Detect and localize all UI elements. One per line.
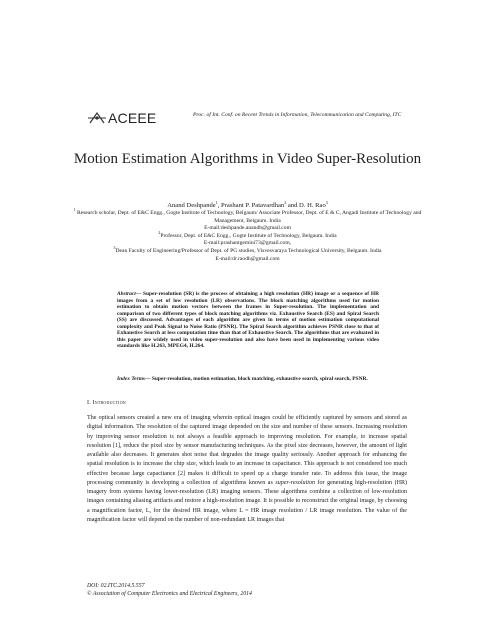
affiliation-mark: 1	[73, 207, 76, 213]
index-terms-text: — Super-resolution, motion estimation, block matching, exhaustive search, spiral search, PSNR.	[145, 376, 368, 382]
affiliation-text: Dean Faculty of Engineering/Professor of Dept. of PG studies, Visvesvaraya Technological University, Belgaum. India	[115, 247, 382, 254]
email-2: E-mail:prashantgemini73@gmail.com,	[203, 240, 292, 247]
affiliation-mark: 2	[158, 229, 161, 235]
paragraph-text: The optical sensors created a new era of imaging wherein optical images could be efficiently captured by sensors and stored as digital information. The resolution of the captured image depended on the size and number of these sensors. Increasing resolution by improving sensor resolution is not always a feasible approach to improving resolution. For example, to increase spatial resolution [1], reduce the pixel size by sensor manufacturing techniques. As the pixel size decreases, however, the amount of light available also decreases. It generates shot noise that degrades the image quality seriously. Another approach for enhancing the spatial resolution is to increase the chip size, which leads to an increase in capacitance. This approach is not considered too much effective because large capacitance [2] makes it difficult to speed up a charge transfer rate. To address this issue, the image processing community is developing a collection of algorithms known as	[87, 415, 407, 486]
aceee-logo	[88, 110, 200, 128]
section-number: I.	[87, 400, 91, 406]
doi: DOI: 02.ITC.2014.5.557	[87, 583, 145, 589]
logo-text: ACEEE	[108, 110, 157, 126]
section-heading	[87, 400, 126, 406]
affiliation-mark: 3	[113, 245, 116, 251]
abstract-label: Abstract	[117, 291, 136, 297]
author-mark: 3	[325, 199, 328, 205]
email-1: E-mail:deshpande.anandb@gmail.com	[204, 225, 291, 232]
author-mark: 2	[284, 199, 287, 205]
author-names: Anand Deshpande$^1$, Prashant P. Patavardhan$^2$ and D. H. Rao$^3$	[167, 199, 328, 209]
paragraph-text: for generating high-resolution (HR) imagery from systems having lower-resolution (LR) imaging sensors. These algorithms combine a collection of low-resolution images containing aliasing artifacts and restore a high-resolution image. It is possible to reconstruct the original image, by choosing a magnification factor, L, for the desired HR image, where L = HR image resolution / LR image resolution. The value of the magnification factor will depend on the number of non-redundant LR images that	[87, 479, 407, 523]
copyright: © Association of Computer Electronics and Electrical Engineers, 2014	[87, 591, 252, 597]
affiliation-3	[60, 245, 435, 256]
authors-block	[60, 201, 435, 263]
paragraph-emphasis: super-resolution	[275, 479, 315, 486]
page-footer	[87, 582, 407, 598]
proceedings-line: Proc. of Int. Conf. on Recent Trends in Information, Telecommunication and Computing, ITC	[193, 112, 402, 118]
affiliation-text: Professor, Dept. of E&C Engg., Gogte Institute of Technology, Belgaum. India	[160, 232, 337, 239]
author-name: D. H. Rao	[299, 202, 326, 209]
affiliation-text: Research scholar, Dept. of E&C Engg., Gogte Institute of Technology, Belgaum/ Associate Professor, Dept. of E & C, Angadi Institute of Technology and Management, Belgaum. India	[77, 210, 422, 224]
introduction-paragraph	[87, 414, 407, 525]
index-terms	[117, 376, 379, 383]
author-name: Anand Deshpande	[167, 202, 216, 209]
affiliation-1	[60, 207, 435, 225]
index-terms-label: Index Terms	[117, 376, 146, 382]
section-title: Introduction	[92, 400, 126, 406]
affiliation-2	[60, 229, 435, 241]
author-mark: 1	[215, 199, 218, 205]
email-3: E-mail:dr.raodh@gmail.com	[215, 255, 280, 262]
abstract-text: — Super-resolution (SR) is the process of obtaining a high resolution (HR) image or a sequence of HR images from a set of low resolution (LR) observations. The block matching algorithms used for motion estimation to obtain motion vectors between the frames in Super-resolution. The implementation and comparison of two different types of block matching algorithms viz. Exhaustive Search (ES) and Spiral Search (SS) are discussed. Advantages of each algorithm are given in terms of motion estimation computational complexity and Peak Signal to Noise Ratio (PSNR). The Spiral Search algorithm achieves PSNR close to that of Exhaustive Search at less computation time than that of Exhaustive Search. The algorithms that are evaluated in this paper are widely used in video super-resolution and also have been used in implementing various video standards like H.263, MPEG4, H.264.	[117, 291, 379, 350]
abstract	[117, 291, 379, 350]
paper-title: Motion Estimation Algorithms in Video Super-Resolution	[73, 151, 422, 167]
logo-mark-icon	[88, 111, 106, 125]
author-name: Prashant P. Patavardhan	[221, 202, 285, 209]
